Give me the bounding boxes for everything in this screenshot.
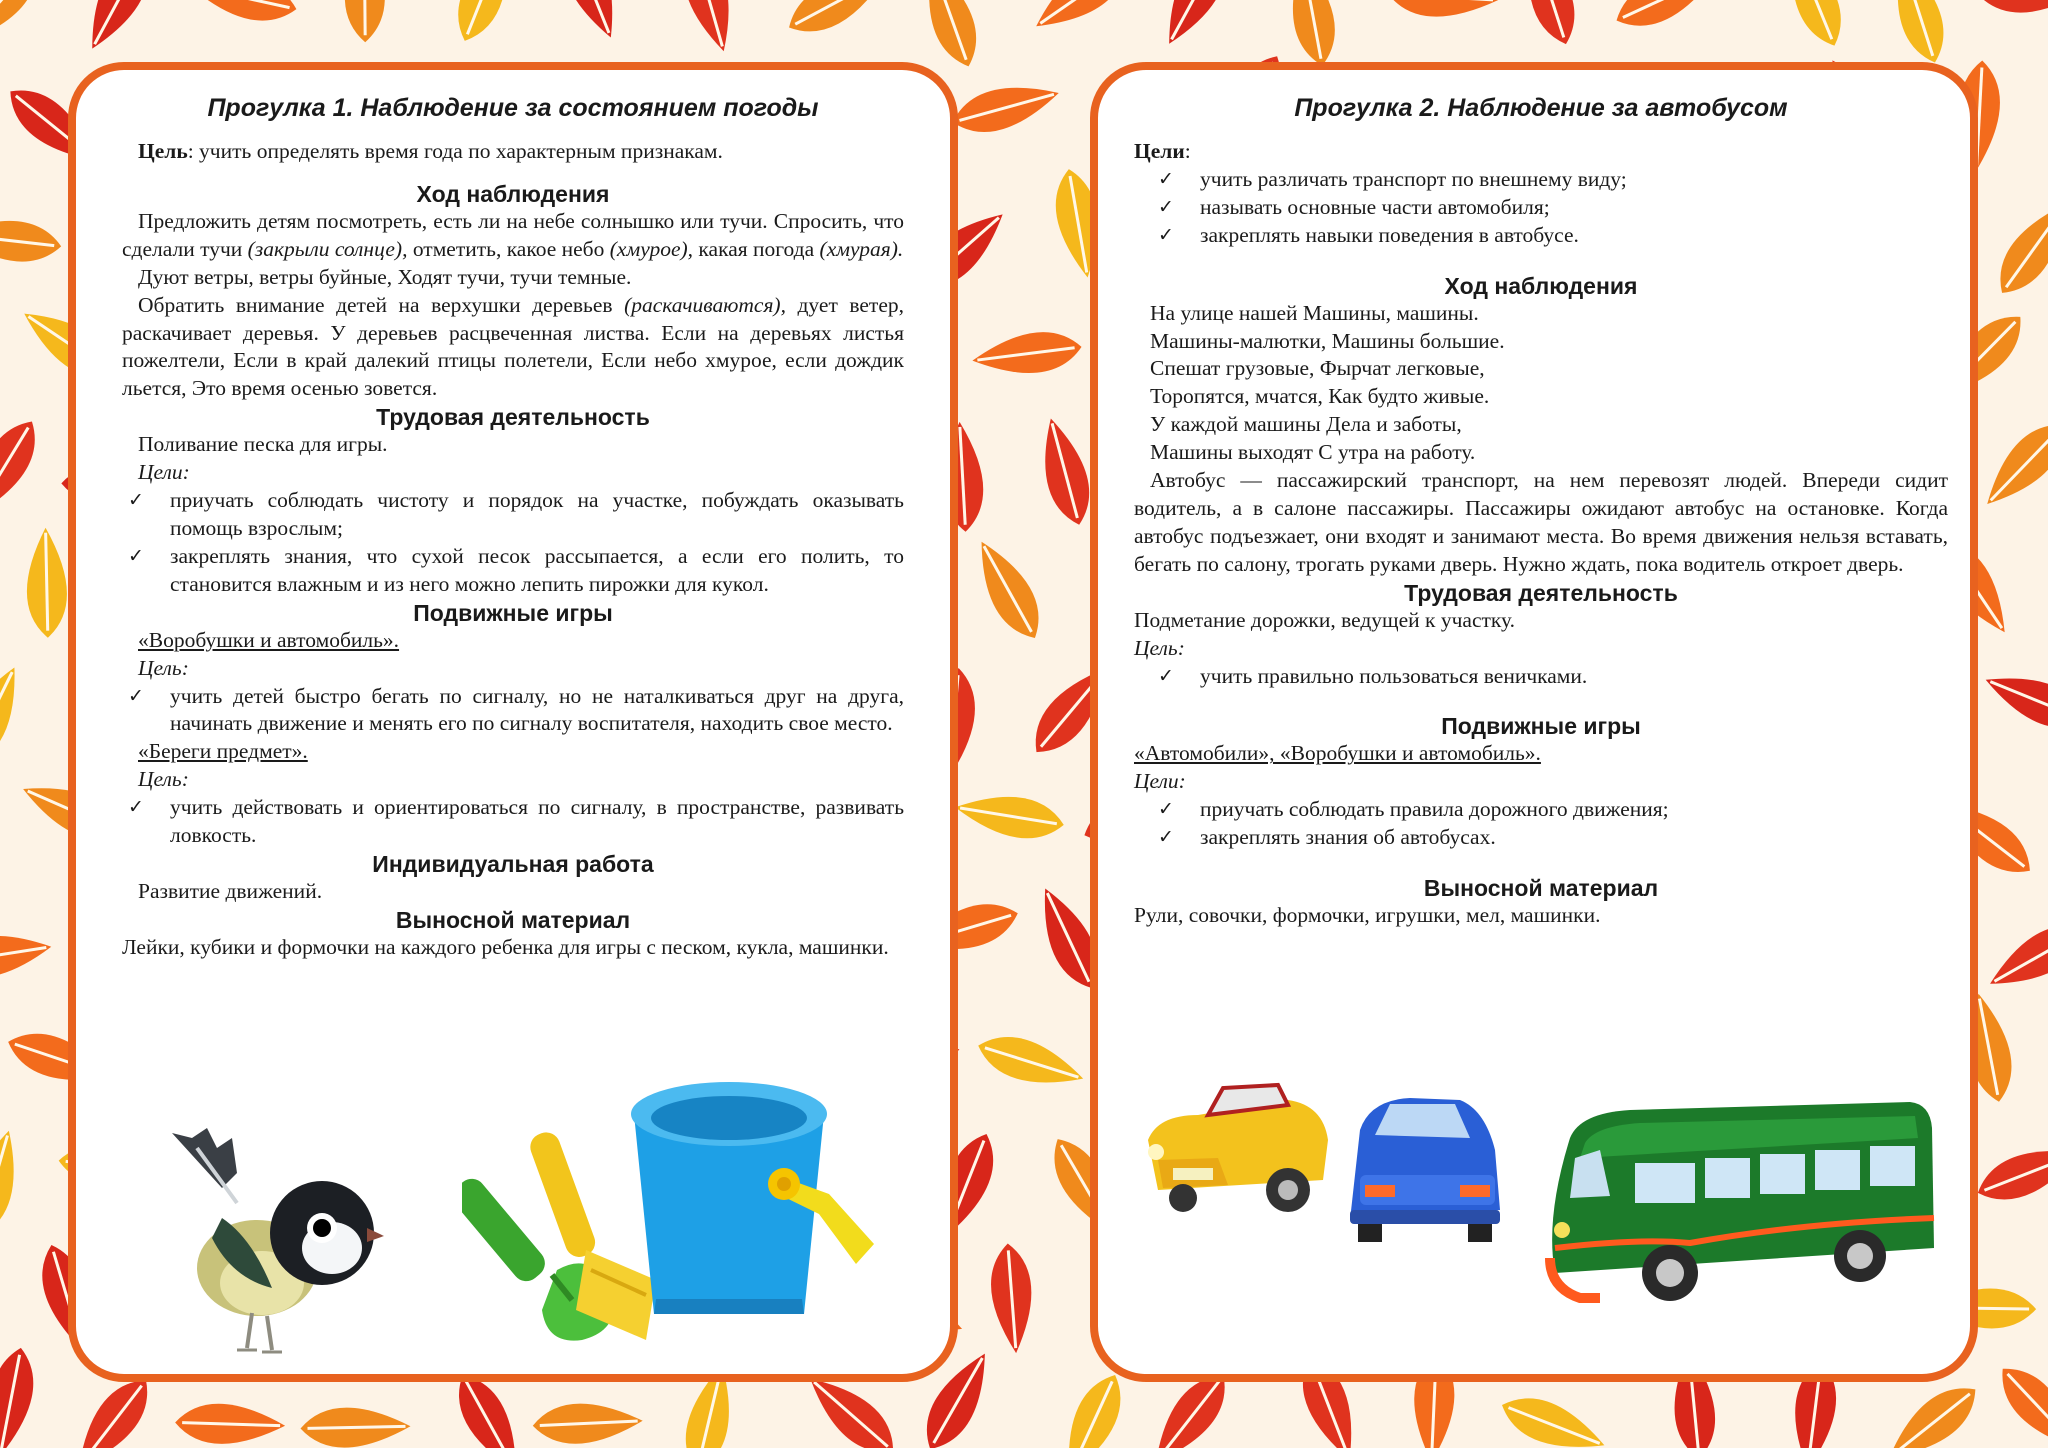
goal-text: : учить определять время года по характерным признакам. bbox=[187, 139, 723, 163]
observation-paragraph-3: Обратить внимание детей на верхушки деревьев (раскачиваются), дует ветер, раскачивает деревья. У деревьев расцвеченная листва. Если на деревьях листья пожелтели, Если в край далекий птицы полетели, Если небо хмурое, если дождик льется, Это время осенью зовется. bbox=[122, 292, 904, 401]
walk-2-goals-list bbox=[1134, 166, 1948, 250]
list-item: ✓ приучать соблюдать правила дорожного движения; bbox=[1200, 796, 1948, 824]
walk-1-content bbox=[122, 92, 904, 962]
labor-goal-label: Цель: bbox=[1134, 635, 1185, 660]
game-2-title: «Береги предмет». bbox=[138, 739, 308, 764]
poem-line: На улице нашей Машины, машины. bbox=[1150, 300, 1479, 325]
game-2-goal-label: Цель: bbox=[138, 767, 189, 792]
individual-text: Развитие движений. bbox=[138, 878, 323, 903]
games-heading: Подвижные игры bbox=[1441, 713, 1641, 740]
game-2-goals-list bbox=[122, 794, 904, 850]
walk-2-content: Прогулка 2. Наблюдение за автобусом Цели: ✓ учить различать транспорт по внешнему виду; ✓ называть основные части автомобиля; ✓ закреплять навыки поведения в автобусе. Ход наблюдения На улице нашей Машины, машины. Машины-малютки, Машины большие. Спешат грузовые, Фырчат легковые, Торопятся, мчатся, Как будто живые. У каждой машины Дела и заботы, Машины выходят С утра на работу. Автобус — пассажирский транспорт, на нем перевозят людей. Впереди сидит водитель, а в салоне пассажиры. Пассажиры ожидают автобус на остановке. Когда автобус подъезжает, они входят и занимают места. Во время движения нельзя вставать, бегать по салону, трогать руками дверь. Нужно ждать, пока водитель откроет дверь. Трудовая деятельность Подметание дорожки, ведущей к участку. Цель: ✓ учить правильно пользоваться веничками. Подвижные игры «Автомобили», «Воробушки и автомобиль». Цели: ✓ приучать соблюдать правила дорожного движения; ✓ закреплять знания об автобусах. Выносной материал Рули, совочки, формочки, игрушки, мел, машинки. bbox=[1134, 92, 1948, 930]
poem-line: Машины-малютки, Машины большие. bbox=[1150, 328, 1505, 353]
observation-heading: Ход наблюдения bbox=[1444, 272, 1638, 299]
game-1-goal-label: Цель: bbox=[138, 655, 189, 680]
individual-heading: Индивидуальная работа bbox=[372, 850, 654, 877]
walk-2-title: Прогулка 2. Наблюдение за автобусом bbox=[1294, 94, 1788, 122]
walk-2-card bbox=[1090, 62, 1978, 1382]
goals-label: Цели bbox=[1134, 139, 1185, 163]
green-bus-illustration bbox=[1540, 1098, 1938, 1328]
observation-paragraph-1: Предложить детям посмотреть, есть ли на небе солнышко или тучи. Спросить, что сделали тучи (закрыли солнце), отметить, какое небо (хмурое), какая погода (хмурая). bbox=[122, 208, 904, 261]
material-heading: Выносной материал bbox=[395, 906, 631, 933]
poem bbox=[1134, 300, 1948, 467]
poem-line: Спешат грузовые, Фырчат легковые, bbox=[1150, 356, 1485, 381]
observation-paragraph-2: Дуют ветры, ветры буйные, Ходят тучи, тучи темные. bbox=[138, 264, 632, 289]
material-text: Рули, совочки, формочки, игрушки, мел, машинки. bbox=[1134, 903, 1601, 928]
games-heading: Подвижные игры bbox=[413, 599, 613, 626]
games-goals-list bbox=[1134, 796, 1948, 852]
yellow-car-illustration bbox=[1138, 1080, 1338, 1230]
list-item: ✓ учить правильно пользоваться веничками. bbox=[1200, 663, 1948, 691]
material-text: Лейки, кубики и формочки на каждого ребенка для игры с песком, кукла, машинки. bbox=[122, 934, 889, 959]
list-item: ✓ закреплять знания, что сухой песок рассыпается, а если его полить, то становится влажным и из него можно лепить пирожки для кукол. bbox=[170, 543, 904, 599]
game-1-goals-list bbox=[122, 683, 904, 739]
walk-1-title: Прогулка 1. Наблюдение за состоянием погоды bbox=[207, 94, 819, 122]
labor-heading: Трудовая деятельность bbox=[1404, 579, 1678, 606]
poem-line: Машины выходят С утра на работу. bbox=[1150, 440, 1476, 465]
games-goals-label: Цели: bbox=[1134, 769, 1186, 794]
labor-goals-label: Цели: bbox=[138, 460, 190, 485]
list-item: ✓ учить детей быстро бегать по сигналу, но не наталкиваться друг на друга, начинать движение и менять его по сигналу воспитателя, находить свое место. bbox=[170, 683, 904, 739]
labor-text: Подметание дорожки, ведущей к участку. bbox=[1134, 607, 1516, 632]
list-item: ✓ закреплять знания об автобусах. bbox=[1200, 824, 1948, 852]
labor-heading: Трудовая деятельность bbox=[376, 404, 650, 431]
list-item: ✓ называть основные части автомобиля; bbox=[1200, 194, 1948, 222]
poem-line: У каждой машины Дела и заботы, bbox=[1150, 412, 1462, 437]
list-item: ✓ приучать соблюдать чистоту и порядок на участке, побуждать оказывать помощь взрослым; bbox=[170, 487, 904, 543]
observation-heading: Ход наблюдения bbox=[416, 180, 610, 207]
goal-label: Цель bbox=[138, 139, 188, 163]
list-item: ✓ учить действовать и ориентироваться по сигналу, в пространстве, развивать ловкость. bbox=[170, 794, 904, 850]
material-heading: Выносной материал bbox=[1423, 875, 1659, 902]
blue-car-illustration bbox=[1340, 1090, 1510, 1250]
poem-line: Торопятся, мчатся, Как будто живые. bbox=[1150, 384, 1490, 409]
labor-goals-list bbox=[122, 487, 904, 599]
observation-text: Автобус — пассажирский транспорт, на нем перевозят людей. Впереди сидит водитель, а в салоне пассажиры. Пассажиры ожидают автобус на остановке. Когда автобус подъезжает, они входят и занимают места. Во время движения нельзя вставать, бегать по салону, трогать руками дверь. Нужно ждать, пока водитель откроет дверь. bbox=[1134, 468, 1948, 576]
walk-1-card bbox=[68, 62, 958, 1382]
bucket-illustration bbox=[624, 1074, 884, 1334]
list-item: ✓ учить различать транспорт по внешнему виду; bbox=[1200, 166, 1948, 194]
labor-text: Поливание песка для игры. bbox=[138, 432, 388, 457]
games-titles: «Автомобили», «Воробушки и автомобиль». bbox=[1134, 741, 1541, 766]
labor-goals-list bbox=[1134, 663, 1948, 691]
list-item: ✓ закреплять навыки поведения в автобусе. bbox=[1200, 222, 1948, 250]
game-1-title: «Воробушки и автомобиль». bbox=[138, 627, 400, 652]
bird-illustration bbox=[162, 1128, 392, 1368]
